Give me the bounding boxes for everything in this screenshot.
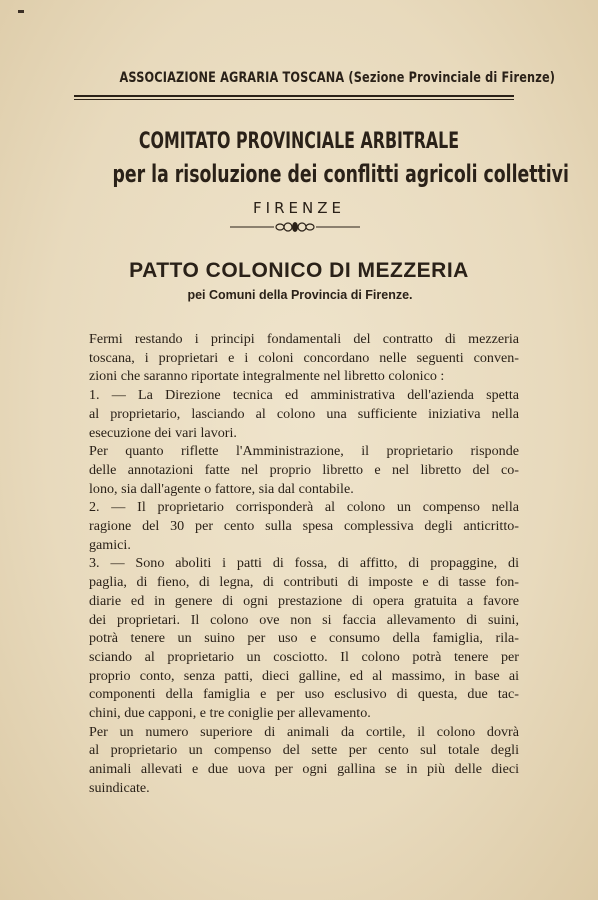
body-line: 3. — Sono aboliti i patti di fossa, di affitto, di propaggine, di (89, 555, 519, 572)
committee-subtitle: per la risoluzione dei conflitti agricoli collettivi (112, 160, 569, 188)
body-line: dei proprietari. Il colono ove non si faccia allevamento di suini, (89, 611, 519, 628)
body-line: potrà tenere un suino per uso e consumo della famiglia, rila- (89, 630, 519, 647)
body-line: zioni che saranno riportate integralmente nel libretto colonico : (89, 368, 445, 385)
body-line: Fermi restando i principi fondamentali del contratto di mezzeria (89, 331, 519, 347)
body-line: diarie ed in genere di ogni prestazione di opera gratuita a favore (89, 592, 519, 609)
body-line: chini, due capponi, e tre coniglie per allevamento. (89, 705, 371, 722)
body-line: al proprietario, lasciando al colono una sufficiente iniziativa nella (89, 405, 519, 422)
body-line: paglia, di fieno, di legna, di contributi di imposte e di tasse fon- (89, 574, 519, 591)
body-line: ragione del 30 per cento sulla spesa complessiva degli anticritto- (89, 518, 519, 535)
body-line: 2. — Il proprietario corrisponderà al colono un compenso nella (89, 499, 519, 516)
body-line: 1. — La Direzione tecnica ed amministrativa dell'azienda spetta (89, 387, 519, 404)
ink-mark (18, 10, 24, 13)
ornament-divider-icon (230, 220, 360, 234)
header-rule-thin (74, 99, 514, 100)
association-header: ASSOCIAZIONE AGRARIA TOSCANA (Sezione Provinciale di Firenze) (119, 70, 556, 86)
body-line: proprio conto, senza patti, dieci galline, ed al massimo, in base ai (89, 667, 519, 684)
body-line: al proprietario un compenso del sette per cento sul totale degli (89, 742, 519, 759)
document-body (89, 330, 519, 798)
body-line: toscana, i proprietari e i coloni concordano nelle seguenti conven- (89, 349, 519, 366)
document-title: PATTO COLONICO DI MEZZERIA (129, 259, 469, 282)
body-line: componenti della famiglia e per uso esclusivo di questa, due tac- (89, 686, 519, 703)
body-line: Per un numero superiore di animali da cortile, il colono dovrà (89, 723, 519, 740)
committee-title: COMITATO PROVINCIALE ARBITRALE (138, 129, 460, 154)
body-line: Per quanto riflette l'Amministrazione, il proprietario risponde (89, 443, 519, 460)
body-line: sciando al proprietario un cosciotto. Il colono potrà tenere per (89, 648, 519, 665)
header-rule-thick (74, 95, 514, 97)
body-line: delle annotazioni fatte nel proprio libretto e nel libretto del co- (89, 461, 519, 478)
body-line: lono, sia dall'agente o fattore, sia dal contabile. (89, 480, 354, 497)
body-line: esecuzione dei vari lavori. (89, 424, 237, 441)
body-line: animali allevati e due uova per ogni gallina se in più delle dieci (89, 761, 519, 778)
body-line: suindicate. (89, 779, 150, 796)
document-subtitle: pei Comuni della Provincia di Firenze. (187, 288, 413, 302)
committee-city: FIRENZE (253, 199, 345, 217)
body-line: gamici. (89, 536, 131, 553)
